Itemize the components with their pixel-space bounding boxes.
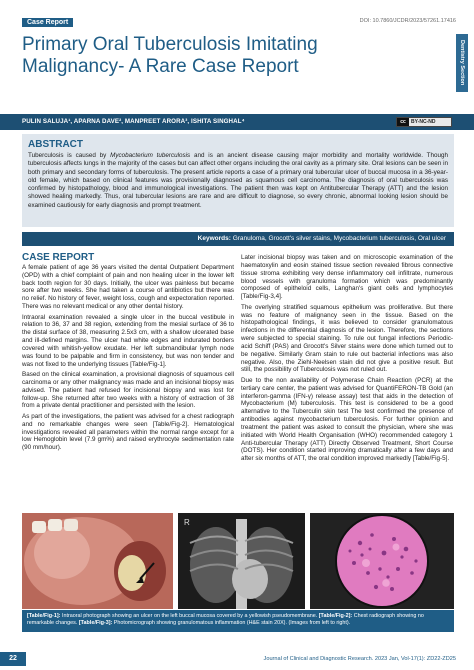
doi-text: DOI: 10.7860/JCDR/2023/57261.17416: [359, 18, 456, 24]
figure-intraoral-photo: [22, 513, 173, 609]
authors-bar: [0, 114, 474, 130]
right-paragraph: Due to the non availability of Polymerase Chain Reaction (PCR) at the tertiary care center, the patient was advised for QuantiFERON-TB Gold (an interferon-gamma (IFN-γ) release assay) test that aids in the detection of Mycobacterium (M) tuberculosis. This test is considered to be a good alternative to the Tuberculin skin test The test confirmed the presence of antibodies against mycobacterium tuberculosis. For further opinion and treatment the patient was asked to consult the physician, where she was initiated with World Health Organisation (WHO) recommended category 1 Anti-tubercular Therapy (ATT) Directly Observed Treatment, Short Course (DOTS). Her condition started improving dramatically after a few days and after six months of ATT, the oral condition improved markedly [Table/Fig-5].: [241, 376, 453, 463]
keywords-text: Granuloma, Grocott's silver stains, Mycobacterium tuberculosis, Oral ulcer: [232, 235, 446, 242]
license-text: BY-NC-ND: [411, 119, 436, 125]
case-report-heading: CASE REPORT: [22, 252, 95, 263]
keywords-bar: [22, 232, 454, 246]
caption-fig2-text: Chest radiograph showing no remarkable changes.: [27, 613, 424, 626]
left-paragraph: Intraoral examination revealed a single ulcer in the buccal vestibule in relation to 36, 37 and 38 region, extending from the mesial surface of 36 to the distal surface of 38, measuring 2.5x3 cm, with a shallow ulcerated base and ill-defined margins. The ulcer had white edges and indurated borders covered with whitish-yellow exudate. Her left submandibular lymph node was found to be palpable and firm in consistency, but was non tender and was not fixed to the underlying tissues [Table/Fig-1].: [22, 313, 234, 368]
license-badge: [396, 117, 452, 127]
photomicrograph-image: [310, 513, 454, 609]
creative-commons-icon: cc: [397, 118, 409, 126]
keywords-label: Keywords:: [197, 235, 231, 242]
figure-caption: [22, 610, 454, 632]
caption-fig1-ref: [Table/Fig-1]:: [27, 613, 61, 619]
figure-chest-radiograph: [178, 513, 305, 609]
left-column: [22, 254, 234, 455]
section-side-label: Dentistry Section: [456, 34, 468, 92]
authors-list: PULIN SALUJA¹, APARNA DAVE², MANPREET ARORA³, ISHITA SINGHAL⁴: [22, 118, 245, 125]
caption-fig3-text: Photomicrograph showing granulomatous inflammation (H&E stain 20X). (Images from left to right).: [112, 619, 351, 626]
chest-radiograph-image: [178, 513, 305, 609]
left-paragraph: Based on the clinical examination, a provisional diagnosis of squamous cell carcinoma or any other malignancy was made and an incisional biopsy was advised. The patient had refused for incisional biopsy and was lost for follow-up. She returned after two weeks with a history of extraction of 38 from a private dental practitioner and persisted with the lesion.: [22, 371, 234, 410]
caption-fig1-text: Intraoral photograph showing an ulcer on the left buccal mucosa covered by a yellowish pseudomembrane.: [60, 613, 319, 619]
caption-fig2-ref: [Table/Fig-2]:: [318, 613, 353, 619]
right-paragraph: Later incisional biopsy was taken and on microscopic examination of the haematoxylin and eosin stained tissue section revealed fibrous connective tissue stroma exhibiting very dense inflammatory cell infiltrate, numerous blood vessels with granuloma formation which was predominantly composed of epitheloid cells, Langhan's giant cells and lymphocytes [Table/Fig-3,4].: [241, 254, 453, 301]
left-paragraph: As part of the investigations, the patient was advised for a chest radiograph and no remarkable changes were seen [Table/Fig-2]. Hematological investigations revealed all parameters within the normal range except for a low Hemoglobin level (7.9 gm%) and raised erythrocyte sedimentation rate (90 mm/hour).: [22, 412, 234, 452]
abstract-heading: ABSTRACT: [28, 139, 83, 150]
left-paragraph: A female patient of age 36 years visited the dental Outpatient Department (OPD) with a chief complaint of pain and non healing ulcer in the lower left back tooth region for 30 days. Initially, the ulcer was painless but became sore after two weeks. She had taken a course of antibiotics but there was no relief. No history of fever, weight loss, cough and expectoration reported. There was no relevant medical or any other dental history.: [22, 263, 234, 311]
caption-fig3-ref: [Table/Fig-3]:: [78, 619, 113, 626]
abstract-section: [22, 134, 454, 227]
intraoral-photo-image: [22, 513, 173, 609]
right-column: [241, 254, 453, 466]
right-paragraph: The overlying stratified squamous epithelium was proliferative. But there was no feature of malignancy seen in the tissue. Based on the histopathological findings, it was believed to consider granulomatous infections in the differential diagnosis of the lesion. Therefore, the sections were subjected to special staining. To rule out fungal infections Periodic-acid Schiff (PAS) and Grocott's Silver stains were done which turned out to be negative. Similarly Gram stain to rule out bacterial infections was also negative. Also, the Ziehl-Neelsen stain did not give a positive result. But still, the possibility of Tuberculosis was not ruled out.: [241, 303, 453, 374]
article-title: Primary Oral Tuberculosis Imitating Malignancy- A Rare Case Report: [22, 34, 318, 77]
article-type-tag: Case Report: [22, 18, 73, 27]
figure-photomicrograph: [310, 513, 454, 609]
page-number: 22: [0, 652, 26, 666]
journal-footer: Journal of Clinical and Diagnostic Research. 2023 Jan, Vol-17(1): ZD22-ZD25: [263, 656, 456, 662]
radiograph-side-marker: R: [184, 518, 190, 527]
abstract-text: Tuberculosis is caused by Mycobacterium tuberculosis and is an ancient disease causing major morbidity and mortality worldwide. Though tuberculosis affects lungs in the majority of the cases but can affect other organs including the oral cavity as a primary site. Oral lesions can be seen in both primary and secondary forms of tuberculosis. The present article reports a case of a primary oral tubercular ulcer of buccal mucosa in a 36-year-old female, which based on clinical features was provisionally diagnosed as squamous cell carcinoma. The diagnosis of oral tuberculosis was confirmed by histopathology, blood and immunological investigations. The patient then was kept on Antitubercular Therapy (ATT) and the lesion showed healing markedly. Thus, oral tubercular lesions are rare and are difficult to diagnose, so every chronic, abnormal looking lesion should be examined cautiously for early diagnosis and prompt treatment.: [28, 152, 449, 209]
